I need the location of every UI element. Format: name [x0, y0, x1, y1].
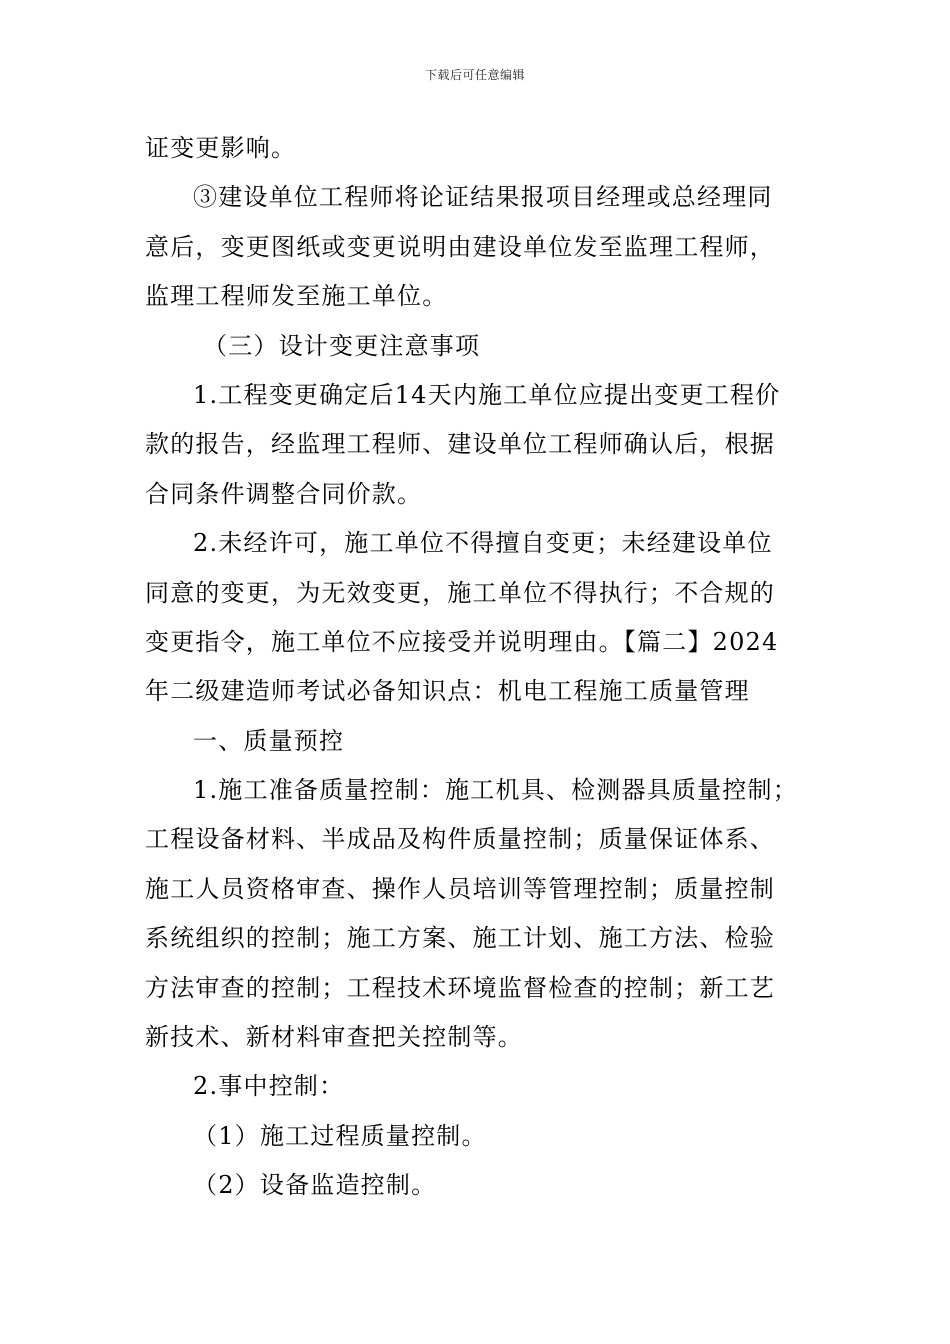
text-line: 1.工程变更确定后14天内施工单位应提出变更工程价 [193, 380, 781, 409]
text-line: （1）施工过程质量控制。 [193, 1121, 487, 1150]
text-line: 合同条件调整合同价款。 [145, 479, 423, 508]
page-header: 下载后可任意编辑 [424, 68, 525, 82]
text-line: 施工人员资格审查、操作人员培训等管理控制；质量控制 [145, 874, 775, 903]
section-heading: （三）设计变更注意事项 [203, 331, 481, 360]
text-line: 监理工程师发至施工单位。 [145, 282, 448, 311]
text-line: 变更指令，施工单位不应接受并说明理由。【篇二】2024 [145, 627, 779, 656]
text-line: 新技术、新材料审查把关控制等。 [145, 1023, 523, 1052]
text-line: 款的报告，经监理工程师、建设单位工程师确认后，根据 [145, 430, 775, 459]
text-line: 1.施工准备质量控制：施工机具、检测器具质量控制； [193, 776, 798, 805]
text-line: 同意的变更，为无效变更，施工单位不得执行；不合规的 [145, 578, 775, 607]
text-line: 系统组织的控制；施工方案、施工计划、施工方法、检验 [145, 924, 775, 953]
text-line: 意后，变更图纸或变更说明由建设单位发至监理工程师， [145, 232, 775, 261]
text-line: 年二级建造师考试必备知识点：机电工程施工质量管理 [145, 677, 750, 706]
text-line: （2）设备监造控制。 [193, 1171, 437, 1200]
text-line: 2.未经许可，施工单位不得擅自变更；未经建设单位 [193, 529, 773, 558]
text-line: 证变更影响。 [145, 134, 297, 162]
text-line: 2.事中控制： [193, 1072, 345, 1101]
text-line: 工程设备材料、半成品及构件质量控制；质量保证体系、 [145, 825, 775, 854]
text-line: 方法审查的控制；工程技术环境监督检查的控制；新工艺 [145, 973, 775, 1002]
text-line: ③建设单位工程师将论证结果报项目经理或总经理同 [193, 183, 773, 212]
body-text [145, 124, 825, 1211]
section-heading: 一、质量预控 [193, 726, 345, 755]
